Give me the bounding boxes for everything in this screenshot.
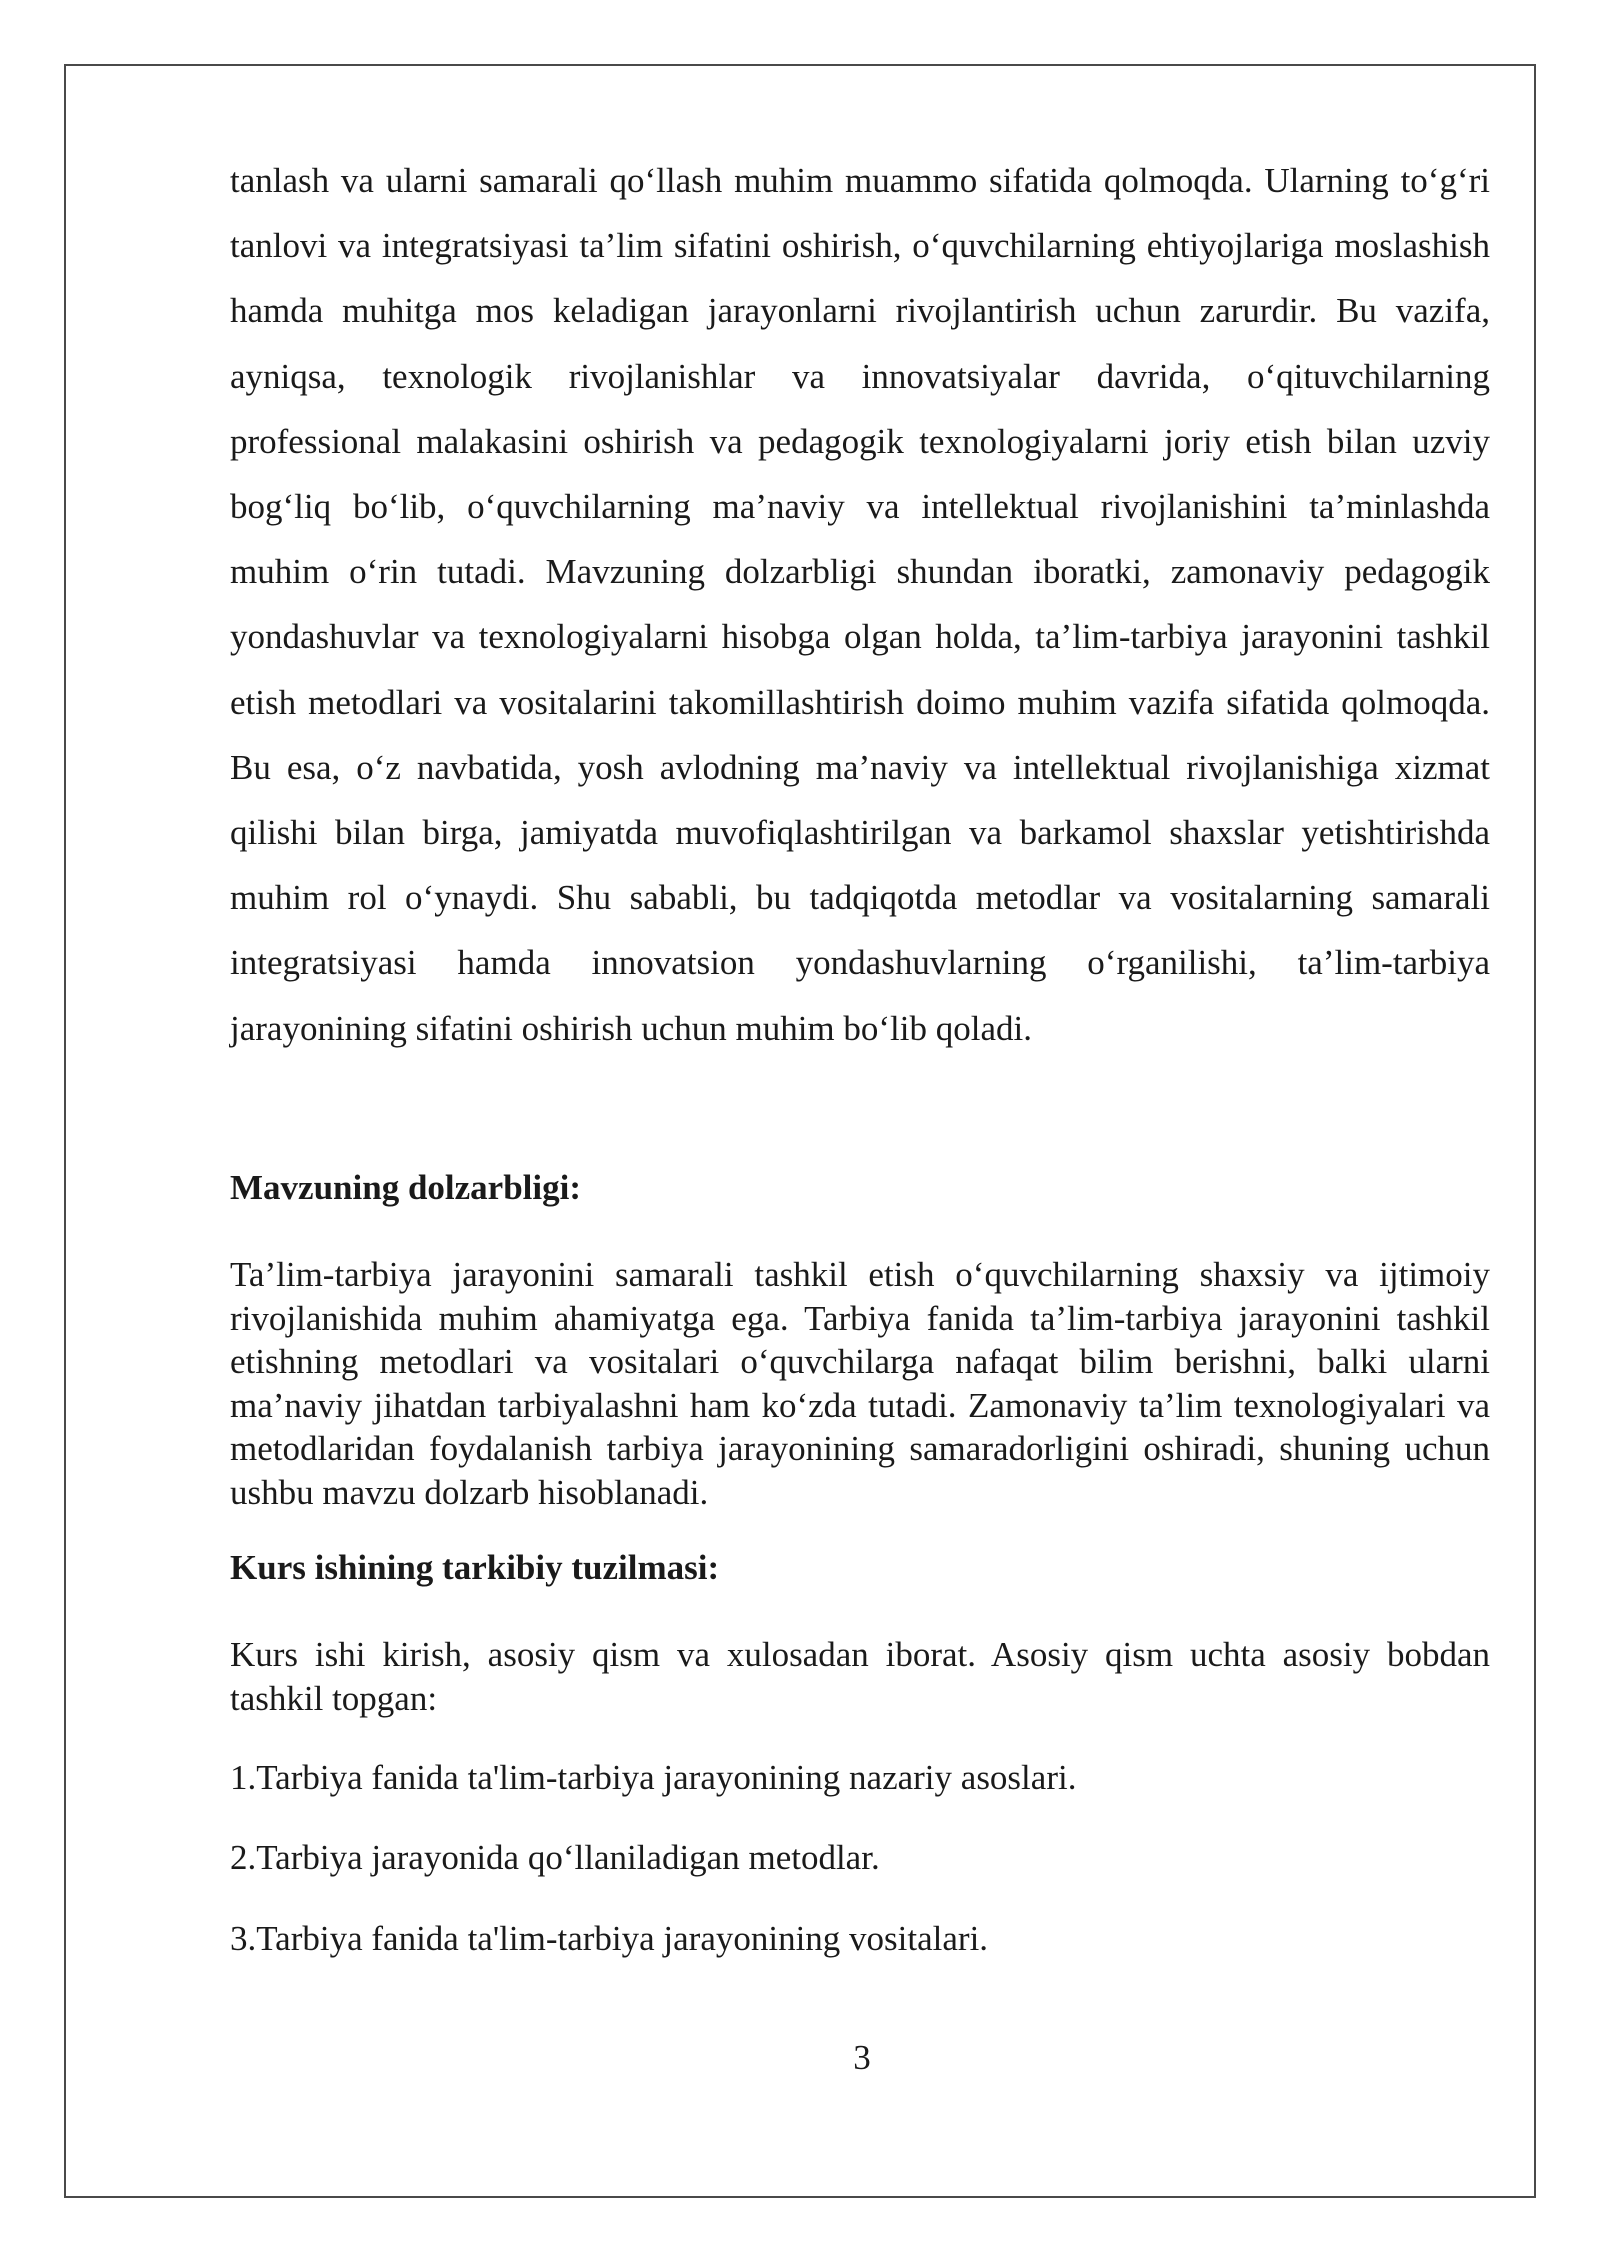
chapter-list-item: 2.Tarbiya jarayonida qo‘llaniladigan metodlar. bbox=[230, 1838, 880, 1877]
chapter-list-item: 3.Tarbiya fanida ta'lim-tarbiya jarayonining vositalari. bbox=[230, 1919, 989, 1958]
intro-paragraph: tanlash va ularni samarali qo‘llash muhim muammo sifatida qolmoqda. Ularning to‘g‘ri tanlovi va integratsiyasi ta’lim sifatini oshirish, o‘quvchilarning ehtiyojlariga moslashish hamda muhitga mos keladigan jarayonlarni rivojlantirish uchun zarurdir. Bu vazifa, ayniqsa, texnologik rivojlanishlar va innovatsiyalar davrida, o‘qituvchilarning professional malakasini oshirish va pedagogik texnologiyalarni joriy etish bilan uzviy bog‘liq bo‘lib, o‘quvchilarning ma’naviy va intellektual rivojlanishini ta’minlashda muhim o‘rin tutadi. Mavzuning dolzarbligi shundan iboratki, zamonaviy pedagogik yondashuvlar va texnologiyalarni hisobga olgan holda, ta’lim-tarbiya jarayonini tashkil etish metodlari va vositalarini takomillashtirish doimo muhim vazifa sifatida qolmoqda. Bu esa, o‘z navbatida, yosh avlodning ma’naviy va intellektual rivojlanishiga xizmat qilishi bilan birga, jamiyatda muvofiqlashtirilgan va barkamol shaxslar yetishtirishda muhim rol o‘ynaydi. Shu sababli, bu tadqiqotda metodlar va vositalarning samarali integratsiyasi hamda innovatsion yondashuvlarning o‘rganilishi, ta’lim-tarbiya jarayonining sifatini oshirish uchun muhim bo‘lib qoladi. bbox=[230, 161, 1490, 1048]
relevance-paragraph: Ta’lim-tarbiya jarayonini samarali tashkil etish o‘quvchilarning shaxsiy va ijtimoiy rivojlanishida muhim ahamiyatga ega. Tarbiya fanida ta’lim-tarbiya jarayonini tashkil etishning metodlari va vositalari o‘quvchilarga nafaqat bilim berishni, balki ularni ma’naviy jihatdan tarbiyalashni ham ko‘zda tutadi. Zamonaviy ta’lim texnologiyalari va metodlaridan foydalanish tarbiya jarayonining samaradorligini oshiradi, shuning uchun ushbu mavzu dolzarb hisoblanadi. bbox=[230, 1255, 1490, 1512]
relevance-heading: Mavzuning dolzarbligi: bbox=[230, 1168, 581, 1207]
chapter-list-item: 1.Tarbiya fanida ta'lim-tarbiya jarayonining nazariy asoslari. bbox=[230, 1758, 1077, 1797]
page-number: 3 bbox=[853, 2038, 871, 2077]
structure-heading: Kurs ishining tarkibiy tuzilmasi: bbox=[230, 1548, 720, 1587]
structure-paragraph: Kurs ishi kirish, asosiy qism va xulosadan iborat. Asosiy qism uchta asosiy bobdan tashkil topgan: bbox=[230, 1635, 1490, 1718]
